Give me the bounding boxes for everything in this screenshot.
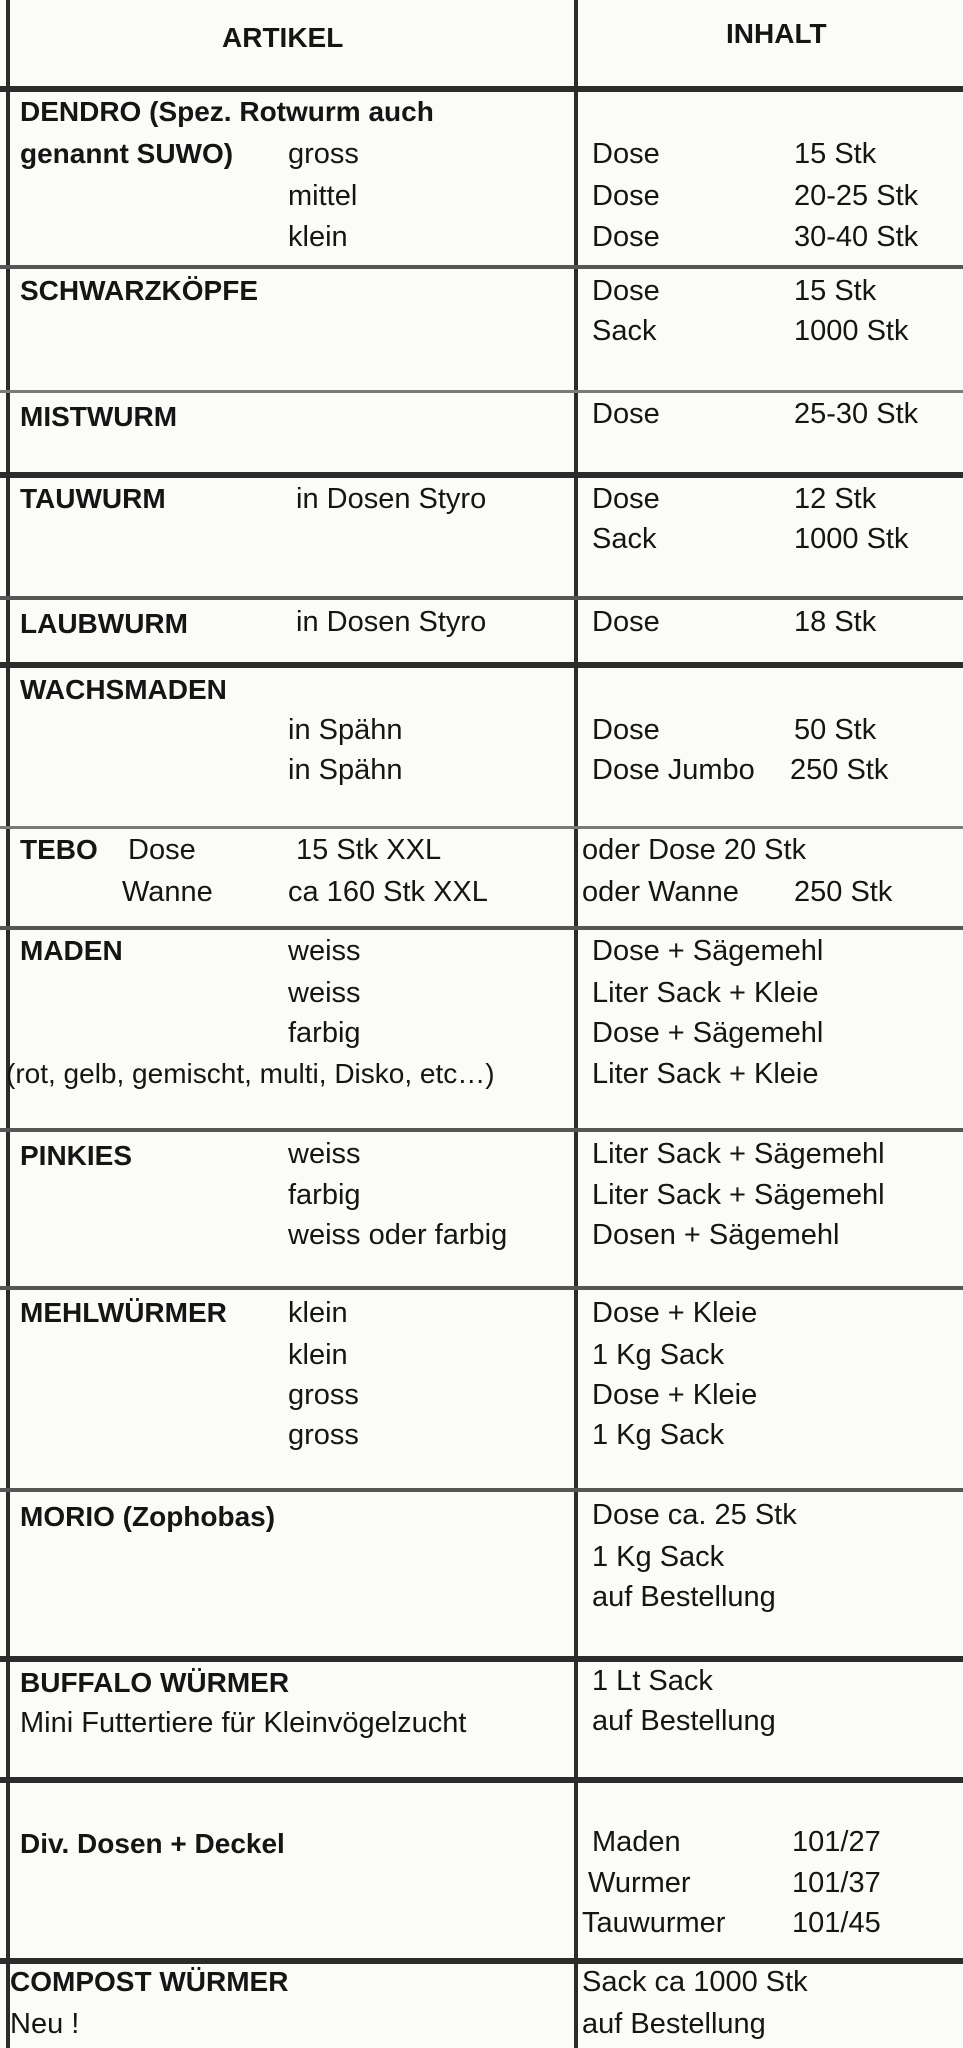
pinkies-inhalt: Liter Sack + Sägemehl <box>592 1138 885 1170</box>
pinkies-size: farbig <box>288 1179 361 1211</box>
mehlwuermer-inhalt: Dose + Kleie <box>592 1297 758 1329</box>
header-inhalt: INHALT <box>726 18 827 49</box>
dendro-size: mittel <box>288 180 358 212</box>
dendro-amount: 30-40 Stk <box>794 221 919 253</box>
row-divider <box>0 265 963 269</box>
compost-inhalt: Sack ca 1000 Stk <box>582 1966 808 1998</box>
row-divider <box>0 1286 963 1290</box>
dendro-container: Dose <box>592 138 660 170</box>
dendro-container: Dose <box>592 180 660 212</box>
mehlwuermer-inhalt: 1 Kg Sack <box>592 1339 725 1371</box>
morio-inhalt: auf Bestellung <box>592 1581 776 1613</box>
schwarzkoepfe-container: Sack <box>592 315 657 347</box>
buffalo-title: BUFFALO WÜRMER <box>20 1667 290 1698</box>
dendro-amount: 15 Stk <box>794 138 877 170</box>
mehlwuermer-size: gross <box>288 1379 359 1411</box>
row-divider <box>0 1656 963 1662</box>
wachsmaden-size: in Spähn <box>288 754 403 786</box>
column-divider <box>574 0 578 2048</box>
dendro-amount: 20-25 Stk <box>794 180 919 212</box>
row-divider <box>0 390 963 393</box>
compost-title: COMPOST WÜRMER <box>10 1966 289 1997</box>
maden-note: (rot, gelb, gemischt, multi, Disko, etc…) <box>6 1058 495 1089</box>
dendro-container: Dose <box>592 221 660 253</box>
header-artikel: ARTIKEL <box>222 22 344 53</box>
buffalo-inhalt: auf Bestellung <box>592 1705 776 1737</box>
dosen-container: Wurmer <box>588 1867 691 1899</box>
mistwurm-container: Dose <box>592 398 660 430</box>
mistwurm-amount: 25-30 Stk <box>794 398 919 430</box>
mehlwuermer-size: klein <box>288 1339 348 1371</box>
mehlwuermer-inhalt: Dose + Kleie <box>592 1379 758 1411</box>
mehlwuermer-title: MEHLWÜRMER <box>20 1297 227 1328</box>
dendro-size: klein <box>288 221 348 253</box>
wachsmaden-container: Dose Jumbo <box>592 754 755 786</box>
schwarzkoepfe-amount: 15 Stk <box>794 275 877 307</box>
tebo-inhalt: oder Wanne <box>582 876 739 908</box>
row-divider <box>0 1777 963 1783</box>
row-divider <box>0 1488 963 1492</box>
schwarzkoepfe-amount: 1000 Stk <box>794 315 909 347</box>
tauwurm-amount: 12 Stk <box>794 483 877 515</box>
tauwurm-container: Dose <box>592 483 660 515</box>
buffalo-inhalt: 1 Lt Sack <box>592 1665 713 1697</box>
morio-inhalt: Dose ca. 25 Stk <box>592 1499 797 1531</box>
tebo-pack: Dose <box>128 834 196 866</box>
row-divider <box>0 662 963 668</box>
wachsmaden-amount: 50 Stk <box>794 714 877 746</box>
mehlwuermer-inhalt: 1 Kg Sack <box>592 1419 725 1451</box>
pinkies-title: PINKIES <box>20 1140 133 1171</box>
pinkies-size: weiss <box>288 1138 361 1170</box>
row-divider <box>0 926 963 930</box>
schwarzkoepfe-container: Dose <box>592 275 660 307</box>
laubwurm-amount: 18 Stk <box>794 606 877 638</box>
mehlwuermer-size: klein <box>288 1297 348 1329</box>
pinkies-inhalt: Liter Sack + Sägemehl <box>592 1179 885 1211</box>
tauwurm-note: in Dosen Styro <box>296 483 487 515</box>
laubwurm-note: in Dosen Styro <box>296 606 487 638</box>
dosen-title: Div. Dosen + Deckel <box>20 1828 285 1859</box>
pinkies-inhalt: Dosen + Sägemehl <box>592 1219 840 1251</box>
pinkies-size: weiss oder farbig <box>288 1219 508 1251</box>
wachsmaden-title: WACHSMADEN <box>20 674 227 705</box>
dendro-title-line2: genannt SUWO) <box>20 138 234 169</box>
tauwurm-title: TAUWURM <box>20 483 166 514</box>
dosen-amount: 101/27 <box>792 1826 881 1858</box>
morio-inhalt: 1 Kg Sack <box>592 1541 725 1573</box>
tebo-inhalt: 250 Stk <box>794 876 893 908</box>
dosen-container: Maden <box>592 1826 681 1858</box>
dosen-amount: 101/45 <box>792 1907 881 1939</box>
tebo-title: TEBO <box>20 834 98 865</box>
dendro-title: DENDRO (Spez. Rotwurm auch <box>20 96 434 127</box>
maden-inhalt: Liter Sack + Kleie <box>592 1058 819 1090</box>
buffalo-note: Mini Futtertiere für Kleinvögelzucht <box>20 1707 467 1739</box>
morio-title: MORIO (Zophobas) <box>20 1501 276 1532</box>
schwarzkoepfe-title: SCHWARZKÖPFE <box>20 275 258 306</box>
laubwurm-container: Dose <box>592 606 660 638</box>
compost-inhalt: auf Bestellung <box>582 2008 766 2040</box>
maden-size: farbig <box>288 1017 361 1049</box>
maden-title: MADEN <box>20 935 123 966</box>
dosen-amount: 101/37 <box>792 1867 881 1899</box>
maden-size: weiss <box>288 935 361 967</box>
row-divider <box>0 596 963 600</box>
maden-inhalt: Dose + Sägemehl <box>592 935 824 967</box>
row-divider <box>0 1128 963 1132</box>
row-divider <box>0 472 963 478</box>
tebo-amount: ca 160 Stk XXL <box>288 876 488 908</box>
mistwurm-title: MISTWURM <box>20 401 178 432</box>
left-border <box>6 0 10 2048</box>
tebo-pack: Wanne <box>122 876 213 908</box>
maden-inhalt: Dose + Sägemehl <box>592 1017 824 1049</box>
wachsmaden-amount: 250 Stk <box>790 754 889 786</box>
maden-inhalt: Liter Sack + Kleie <box>592 977 819 1009</box>
tauwurm-amount: 1000 Stk <box>794 523 909 555</box>
wachsmaden-container: Dose <box>592 714 660 746</box>
laubwurm-title: LAUBWURM <box>20 608 188 639</box>
tauwurm-container: Sack <box>592 523 657 555</box>
row-divider <box>0 826 963 829</box>
tebo-inhalt: oder Dose 20 Stk <box>582 834 807 866</box>
wachsmaden-size: in Spähn <box>288 714 403 746</box>
maden-size: weiss <box>288 977 361 1009</box>
mehlwuermer-size: gross <box>288 1419 359 1451</box>
dendro-size: gross <box>288 138 359 170</box>
tebo-amount: 15 Stk XXL <box>296 834 442 866</box>
dosen-container: Tauwurmer <box>582 1907 726 1939</box>
compost-note: Neu ! <box>10 2008 80 2040</box>
